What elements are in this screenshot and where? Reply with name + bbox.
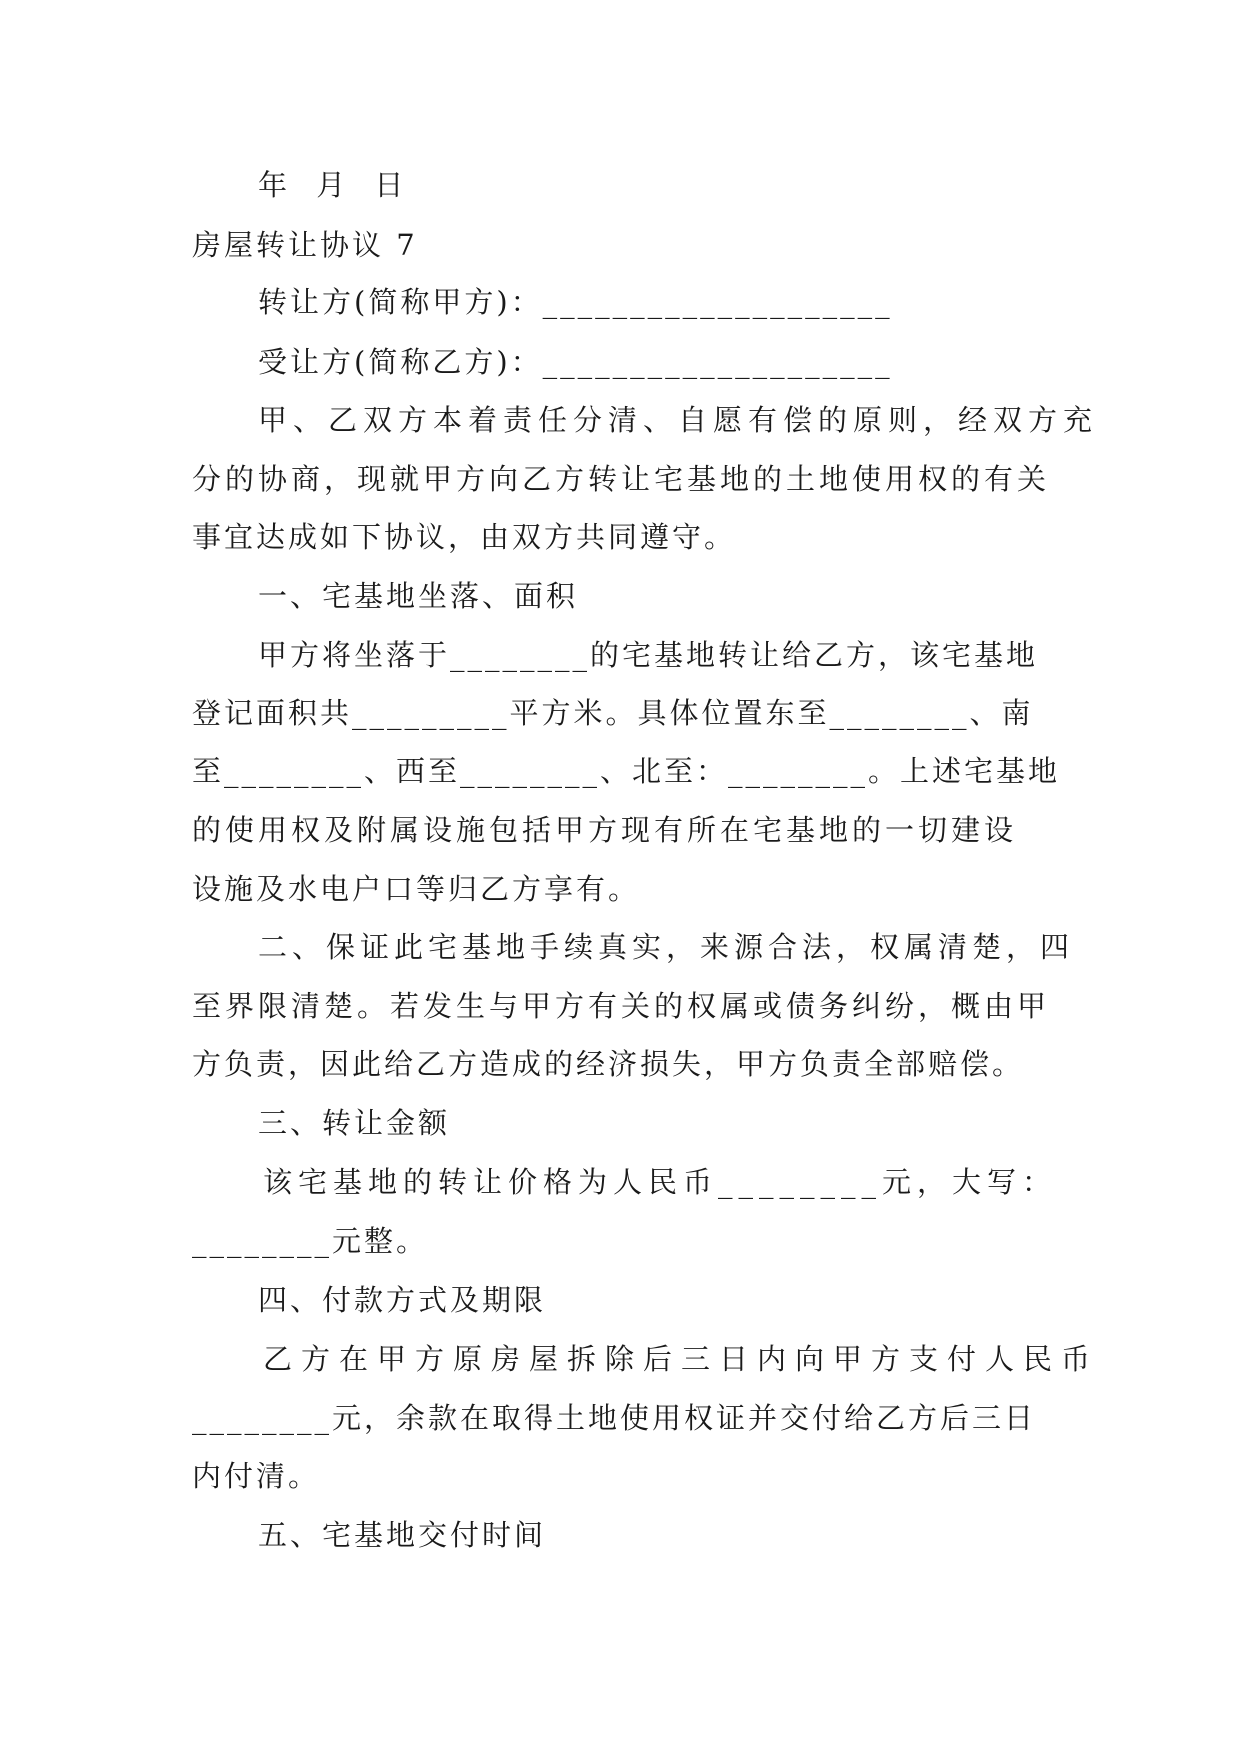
section-2-line: 二、保证此宅基地手续真实，来源合法，权属清楚，四 [258, 930, 1075, 964]
intro-line: 甲、乙双方本着责任分清、自愿有偿的原则，经双方充 [258, 403, 1099, 437]
section-4-heading: 四、付款方式及期限 [258, 1283, 547, 1317]
section-1-line: 甲方将坐落于________的宅基地转让给乙方，该宅基地 [258, 638, 1039, 672]
section-2-line: 至界限清楚。若发生与甲方有关的权属或债务纠纷，概由甲 [192, 989, 1051, 1023]
section-4-line: ________元，余款在取得土地使用权证并交付给乙方后三日 [192, 1401, 1037, 1435]
intro-line: 分的协商，现就甲方向乙方转让宅基地的土地使用权的有关 [192, 462, 1051, 496]
section-2-line: 方负责，因此给乙方造成的经济损失，甲方负责全部赔偿。 [192, 1047, 1025, 1081]
section-1-line: 登记面积共_________平方米。具体位置东至________、南 [192, 696, 1034, 730]
section-3-heading: 三、转让金额 [258, 1106, 451, 1140]
section-4-line: 乙方在甲方原房屋拆除后三日内向甲方支付人民币 [263, 1342, 1100, 1376]
section-1-line: 的使用权及附属设施包括甲方现有所在宅基地的一切建设 [192, 813, 1018, 847]
section-3-line: ________元整。 [192, 1224, 429, 1258]
section-4-line: 内付清。 [192, 1459, 321, 1493]
transferor-line: 转让方(简称甲方)：____________________ [258, 285, 893, 319]
intro-line: 事宜达成如下协议，由双方共同遵守。 [192, 520, 737, 554]
section-3-line: 该宅基地的转让价格为人民币________元，大写： [263, 1165, 1058, 1199]
section-1-line: 设施及水电户口等归乙方享有。 [192, 872, 641, 906]
section-1-line: 至________、西至________、北至：________。上述宅基地 [192, 754, 1061, 788]
section-1-heading: 一、宅基地坐落、面积 [258, 579, 579, 613]
date-line: 年 月 日 [258, 168, 414, 202]
section-5-heading: 五、宅基地交付时间 [258, 1518, 547, 1552]
transferee-line: 受让方(简称乙方)：____________________ [258, 345, 893, 379]
agreement-title: 房屋转让协议 7 [192, 228, 418, 262]
